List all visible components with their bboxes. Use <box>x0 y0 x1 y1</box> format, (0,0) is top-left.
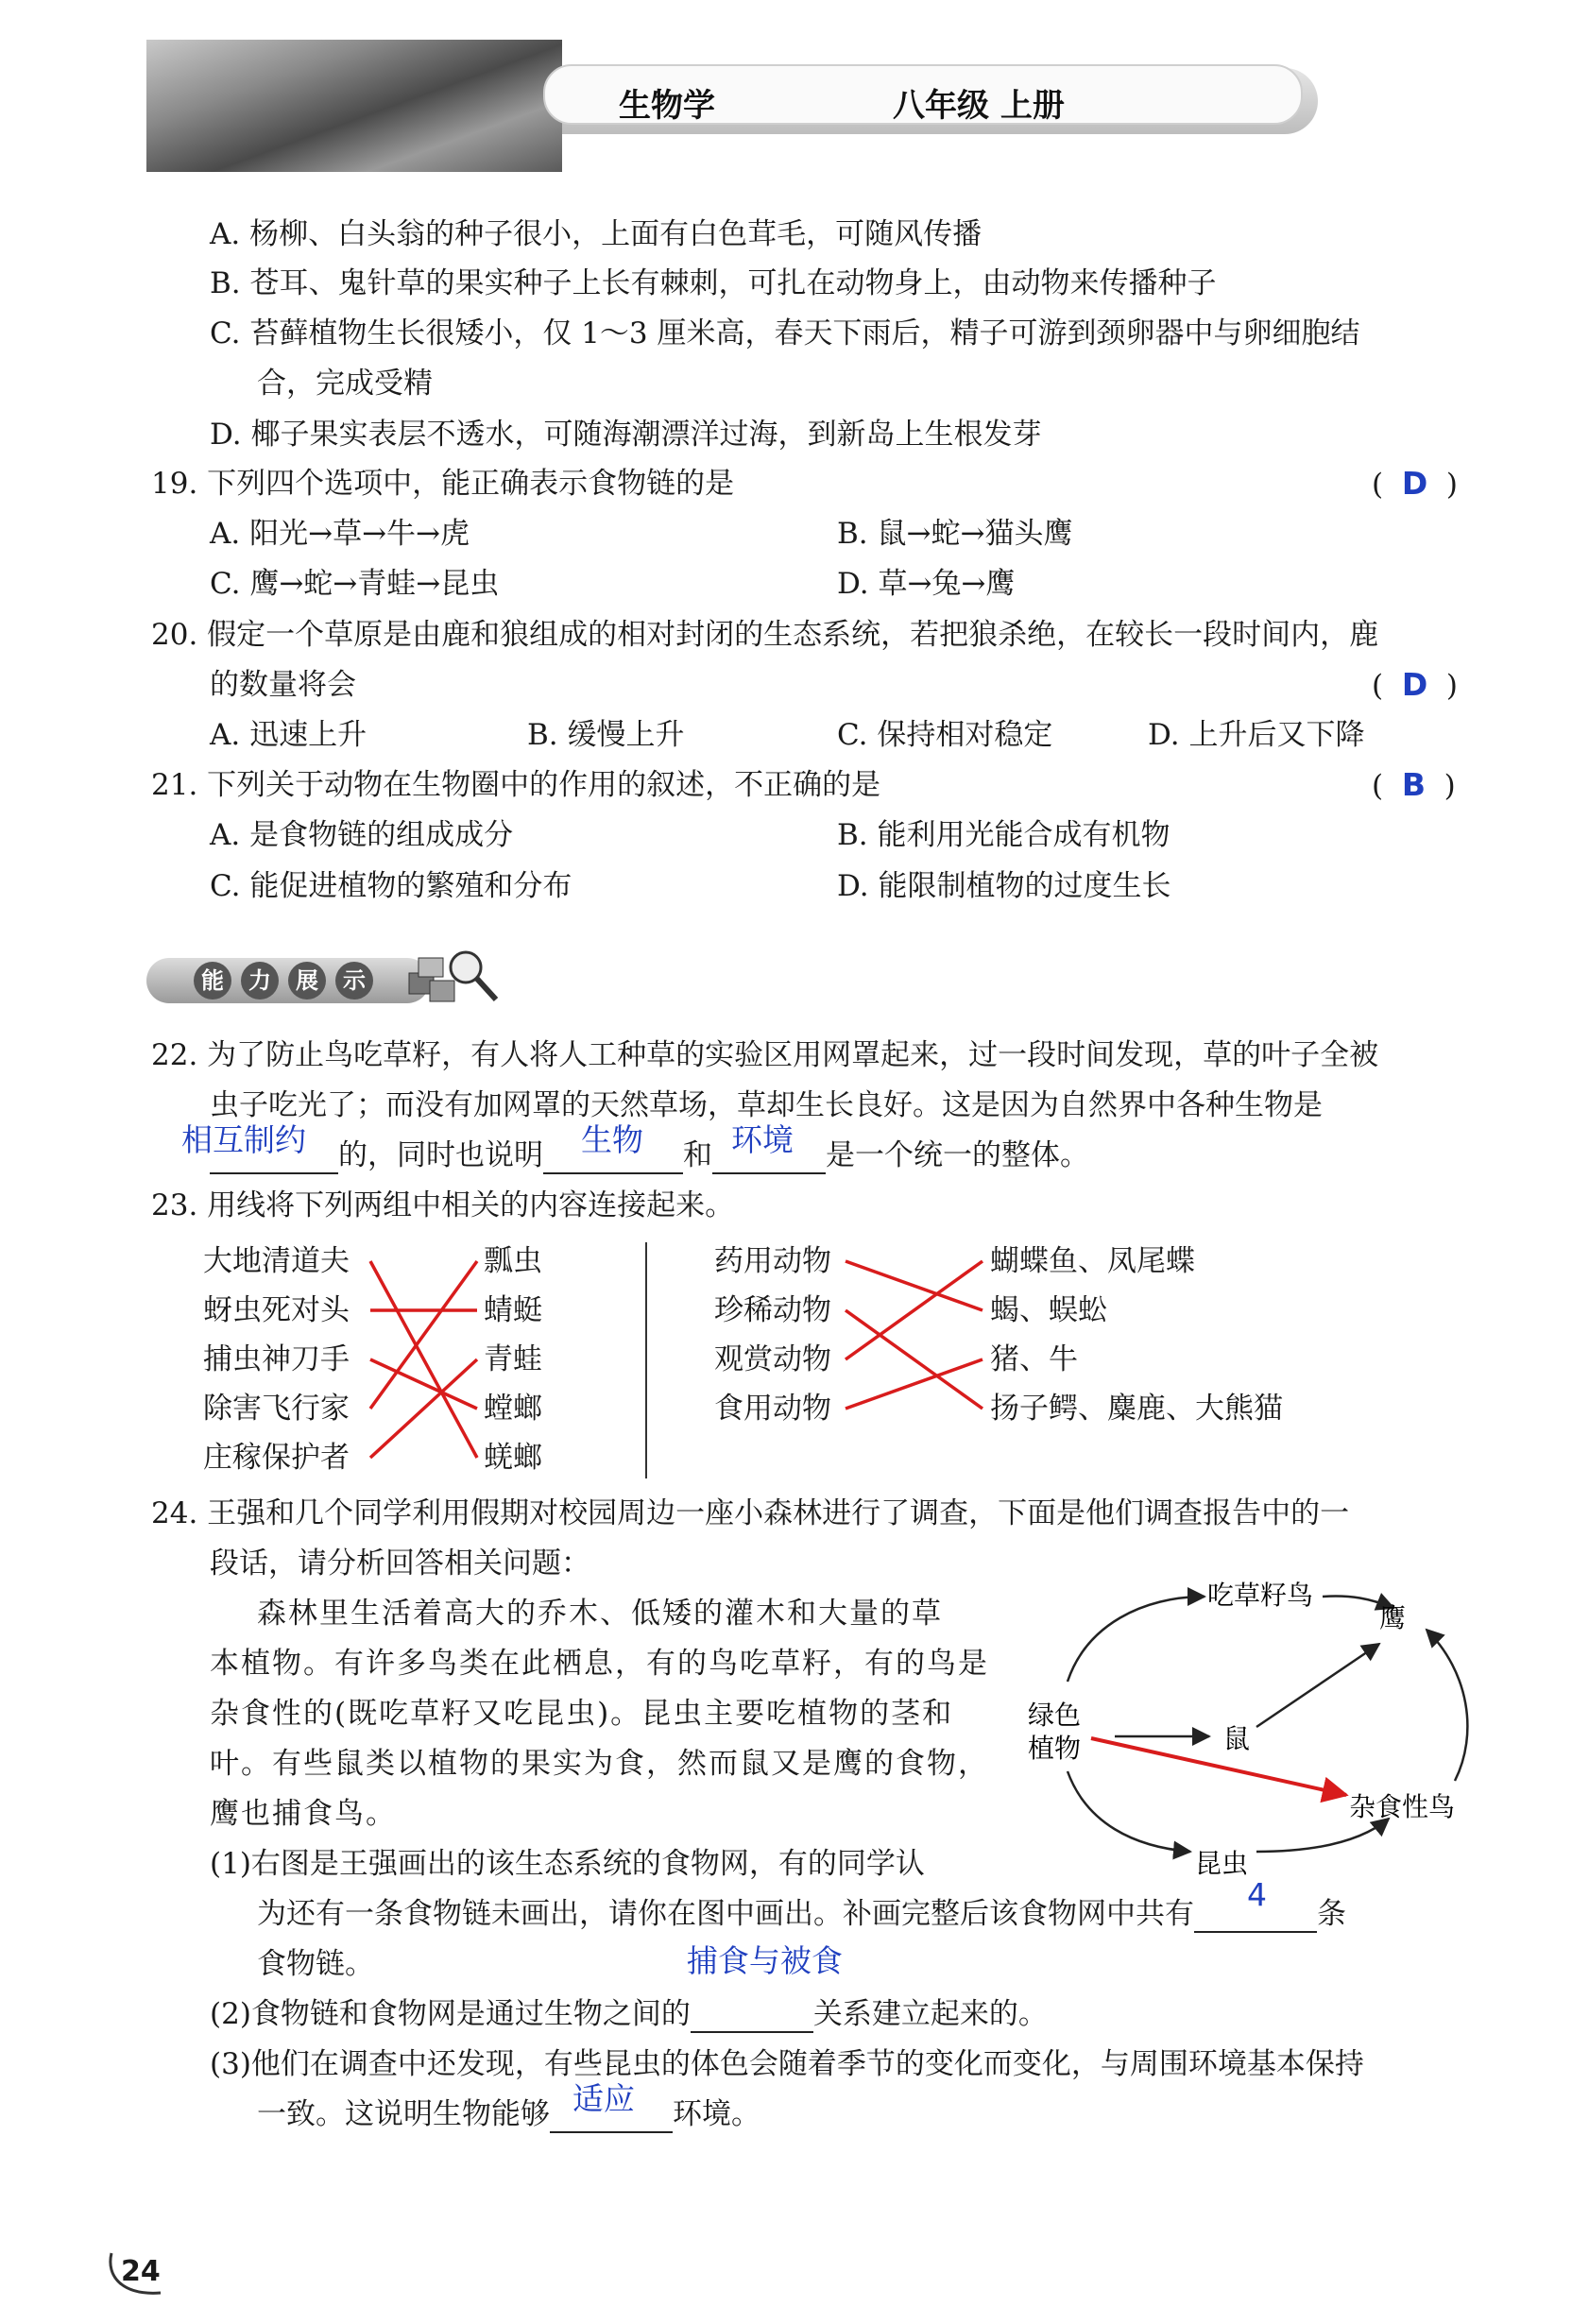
food-web-diagram <box>1001 1568 1493 1908</box>
q19-option-b: B. 鼠→蛇→猫头鹰 <box>837 517 1073 551</box>
q20-option-a: A. 迅速上升 <box>210 718 367 752</box>
q21-option-d: D. 能限制植物的过度生长 <box>837 869 1171 903</box>
q24-passage-0: 森林里生活着高大的乔木、低矮的灌木和大量的草 <box>257 1597 943 1631</box>
q20-answer: D <box>1401 666 1428 703</box>
header-subject: 生物学 <box>619 87 715 125</box>
arrow-plant-grassbird <box>1068 1597 1205 1682</box>
q24-p3-line1: (3)他们在调查中还发现，有些昆虫的体色会随着季节的变化而变化，与周围环境基本保持 <box>210 2047 1364 2081</box>
q23-left-a-1: 蚜虫死对头 <box>203 1293 350 1327</box>
q23-left-a-2: 捕虫神刀手 <box>203 1342 350 1376</box>
q23-left-a-4: 庄稼保护者 <box>203 1441 350 1475</box>
q23-left-b-2: 青蛙 <box>484 1342 542 1376</box>
q20-option-c: C. 保持相对稳定 <box>837 718 1053 752</box>
q23-right-b-1: 蝎、蜈蚣 <box>990 1293 1107 1327</box>
q23-right-a-0: 药用动物 <box>714 1244 831 1278</box>
q19-option-d: D. 草→兔→鹰 <box>837 567 1016 601</box>
q22-answer-2: 生物 <box>581 1121 643 1158</box>
q20-stem-cont: 的数量将会 <box>210 668 356 702</box>
header-grade: 八年级 上册 <box>893 87 1065 125</box>
q23-left-a-3: 除害飞行家 <box>203 1392 350 1426</box>
q19-option-a: A. 阳光→草→牛→虎 <box>210 517 470 551</box>
q20-option-b: B. 缓慢上升 <box>527 718 685 752</box>
q23-right-a-2: 观赏动物 <box>714 1342 831 1376</box>
q21-stem: 21. 下列关于动物在生物圈中的作用的叙述，不正确的是 <box>151 768 881 802</box>
q22-line2: 虫子吃光了；而没有加网罩的天然草场，草却生长良好。这是因为自然界中各种生物是 <box>210 1088 1323 1122</box>
page-number: 24 <box>121 2255 161 2288</box>
q23-left-link-3 <box>370 1261 477 1409</box>
arrow-plant-insect <box>1068 1771 1190 1852</box>
q20-option-d: D. 上升后又下降 <box>1148 718 1365 752</box>
q18-option-d: D. 椰子果实表层不透水，可随海潮漂洋过海，到新岛上生根发芽 <box>210 418 1042 452</box>
q24-passage-3: 叶。有些鼠类以植物的果实为食，然而鼠又是鹰的食物， <box>210 1747 989 1781</box>
arrow-plant-omnibird-added <box>1091 1738 1346 1795</box>
q23-right-b-2: 猪、牛 <box>990 1342 1078 1376</box>
q24-p3-blank <box>550 2080 673 2133</box>
q23-left-b-4: 蜣螂 <box>484 1441 542 1475</box>
q23-left-link-0 <box>370 1261 477 1458</box>
web-omni-bird: 杂食性鸟 <box>1349 1791 1456 1822</box>
q18-option-b: B. 苍耳、鬼针草的果实种子上长有棘刺，可扎在动物身上，由动物来传播种子 <box>210 266 1217 300</box>
web-grass-bird: 吃草籽鸟 <box>1207 1580 1314 1611</box>
section-char-1: 能 <box>194 962 231 1000</box>
arrow-mouse-eagle <box>1256 1644 1379 1727</box>
q23-stem: 23. 用线将下列两组中相关的内容连接起来。 <box>151 1188 735 1222</box>
section-char-4: 示 <box>335 962 373 1000</box>
q24-p3-post: 环境。 <box>673 2097 760 2131</box>
q23-left-b-1: 蜻蜓 <box>484 1293 542 1327</box>
q19-answer-bracket: ( D ) <box>1372 465 1459 502</box>
q21-answer: B <box>1401 766 1426 803</box>
q24-p2-blank <box>686 1942 843 2033</box>
q22-line1: 22. 为了防止鸟吃草籽，有人将人工种草的实验区用网罩起来，过一段时间发现，草的叶子全被 <box>151 1038 1379 1072</box>
q22-text-c: 是一个统一的整体。 <box>826 1138 1089 1172</box>
q24-p2-post: 关系建立起来的。 <box>812 1997 1048 2031</box>
web-insect: 昆虫 <box>1195 1848 1249 1879</box>
q24-p1-answer: 4 <box>1247 1876 1267 1913</box>
q23-right-a-3: 食用动物 <box>714 1392 831 1426</box>
q19-answer: D <box>1401 465 1428 502</box>
q19-stem: 19. 下列四个选项中，能正确表示食物链的是 <box>151 467 735 501</box>
q20-answer-bracket: ( D ) <box>1372 666 1459 703</box>
q21-option-a: A. 是食物链的组成成分 <box>210 818 514 852</box>
arrow-insect-omnibird <box>1256 1819 1389 1852</box>
q21-answer-bracket: ( B ) <box>1372 766 1456 803</box>
q24-p3-line2 <box>257 2080 760 2133</box>
q23-left-b-0: 瓢虫 <box>484 1244 542 1278</box>
q23-left-link-4 <box>370 1359 477 1458</box>
web-plant-1: 绿色 <box>1028 1700 1082 1731</box>
q23-right-a-1: 珍稀动物 <box>714 1293 831 1327</box>
q21-option-c: C. 能促进植物的繁殖和分布 <box>210 869 572 903</box>
q22-text-b: 和 <box>683 1138 712 1172</box>
q18-option-c-cont: 合，完成受精 <box>257 367 433 401</box>
q24-p1-line1: (1)右图是王强画出的该生态系统的食物网，有的同学认 <box>210 1847 925 1881</box>
q24-p2-pre: (2)食物链和食物网是通过生物之间的 <box>210 1997 691 2031</box>
q24-stem-2: 段话，请分析回答相关问题： <box>210 1546 590 1581</box>
q23-right-b-0: 蝴蝶鱼、凤尾蝶 <box>990 1244 1195 1278</box>
page-number-box <box>104 2244 179 2300</box>
q22-text-a: 的，同时也说明 <box>338 1138 543 1172</box>
arrow-omnibird-eagle <box>1427 1630 1467 1781</box>
q22-answer-1: 相互制约 <box>181 1121 306 1158</box>
q24-p1-text: 为还有一条食物链未画出，请你在图中画出。补画完整后该食物网中共有 <box>257 1897 1194 1931</box>
q24-p3-answer: 适应 <box>572 2080 635 2117</box>
q23-left-a-0: 大地清道夫 <box>203 1244 350 1278</box>
q18-option-c: C. 苔藓植物生长很矮小，仅 1～3 厘米高，春天下雨后，精子可游到颈卵器中与卵细胞结 <box>210 316 1360 350</box>
q21-option-b: B. 能利用光能合成有机物 <box>837 818 1170 852</box>
q24-passage-1: 本植物。有许多鸟类在此栖息，有的鸟吃草籽，有的鸟是 <box>210 1647 989 1681</box>
web-mouse: 鼠 <box>1223 1723 1251 1754</box>
q22-answer-3: 环境 <box>731 1121 794 1158</box>
q23-right-b-3: 扬子鳄、麋鹿、大熊猫 <box>990 1392 1283 1426</box>
q23-left-b-3: 螳螂 <box>484 1392 542 1426</box>
q20-stem: 20. 假定一个草原是由鹿和狼组成的相对封闭的生态系统，若把狼杀绝，在较长一段时间内，鹿 <box>151 618 1379 652</box>
q24-p3-pre: 一致。这说明生物能够 <box>257 2097 550 2131</box>
web-eagle: 鹰 <box>1379 1602 1407 1633</box>
q24-p1-line3: 食物链。 <box>257 1947 374 1981</box>
q24-p2-answer: 捕食与被食 <box>686 1942 843 1979</box>
q24-passage-4: 鹰也捕食鸟。 <box>210 1797 397 1831</box>
q24-stem-1: 24. 王强和几个同学利用假期对校园周边一座小森林进行了调查，下面是他们调查报告中的一 <box>151 1496 1350 1530</box>
q23-right-link-0 <box>846 1261 982 1310</box>
section-char-3: 展 <box>288 962 326 1000</box>
web-plant-2: 植物 <box>1028 1733 1082 1764</box>
section-char-2: 力 <box>241 962 279 1000</box>
q19-option-c: C. 鹰→蛇→青蛙→昆虫 <box>210 567 500 601</box>
q23-right-link-1 <box>846 1310 982 1409</box>
q23-right-link-2 <box>846 1261 982 1359</box>
q18-option-a: A. 杨柳、白头翁的种子很小，上面有白色茸毛，可随风传播 <box>210 217 982 251</box>
q23-right-link-3 <box>846 1359 982 1409</box>
q24-passage-2: 杂食性的(既吃草籽又吃昆虫)。昆虫主要吃植物的茎和 <box>210 1697 954 1731</box>
q24-p1-tail: 条 <box>1317 1897 1346 1931</box>
q24-p2 <box>210 1942 1048 2033</box>
